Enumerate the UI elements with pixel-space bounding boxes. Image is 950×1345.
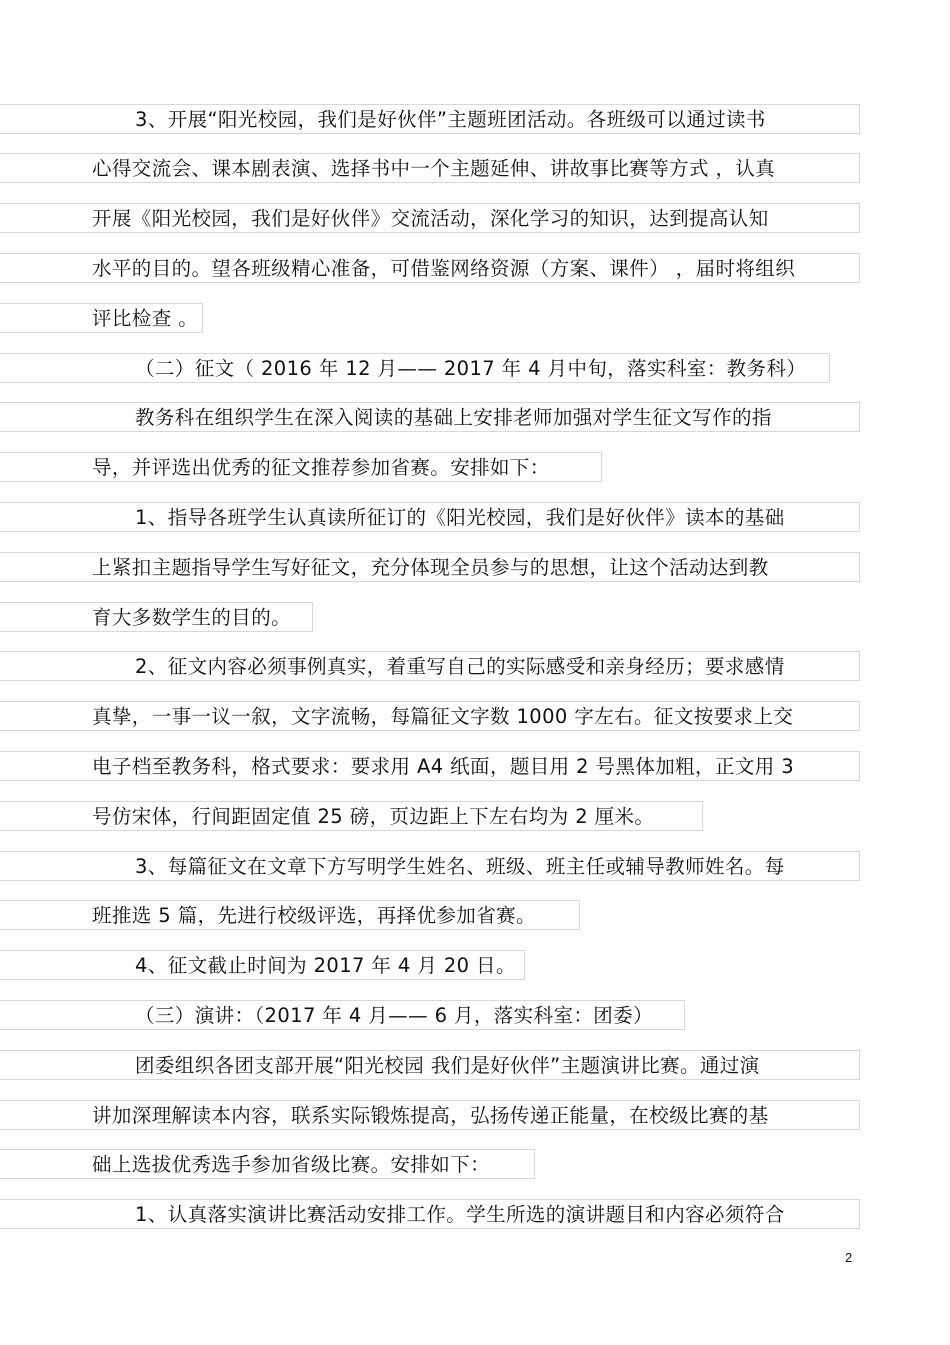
section-heading: （三）演讲：（2017 年 4 月—— 6 月，落实科室：团委） [0,1000,685,1030]
text-line: 班推选 5 篇，先进行校级评选，再择优参加省赛。 [0,900,580,930]
section-heading: （二）征文（ 2016 年 12 月—— 2017 年 4 月中旬，落实科室：教务科） [0,353,830,383]
text-line: 团委组织各团支部开展“阳光校园 我们是好伙伴”主题演讲比赛。通过演 [0,1050,860,1080]
text-line: 1、认真落实演讲比赛活动安排工作。学生所选的演讲题目和内容必须符合 [0,1199,860,1229]
text-line: 4、征文截止时间为 2017 年 4 月 20 日。 [0,950,525,980]
text-line: 电子档至教务科，格式要求：要求用 A4 纸面，题目用 2 号黑体加粗，正文用 3 [0,751,860,781]
text-line: 2、征文内容必须事例真实，着重写自己的实际感受和亲身经历；要求感情 [0,651,860,681]
text-line: 讲加深理解读本内容，联系实际锻炼提高，弘扬传递正能量，在校级比赛的基 [0,1100,860,1130]
text-line: 导，并评选出优秀的征文推荐参加省赛。安排如下： [0,452,602,482]
text-line: 上紧扣主题指导学生写好征文，充分体现全员参与的思想，让这个活动达到教 [0,552,860,582]
text-line: 3、每篇征文在文章下方写明学生姓名、班级、班主任或辅导教师姓名。每 [0,851,860,881]
text-line: 真挚，一事一议一叙，文字流畅，每篇征文字数 1000 字左右。征文按要求上交 [0,701,860,731]
text-line: 3、开展“阳光校园，我们是好伙伴”主题班团活动。各班级可以通过读书 [0,104,860,134]
text-line: 育大多数学生的目的。 [0,602,313,632]
text-line: 开展《阳光校园，我们是好伙伴》交流活动，深化学习的知识，达到提高认知 [0,203,860,233]
page-number: 2 [845,1250,853,1265]
text-line: 1、指导各班学生认真读所征订的《阳光校园，我们是好伙伴》读本的基础 [0,502,860,532]
text-line: 础上选拔优秀选手参加省级比赛。安排如下： [0,1149,535,1179]
text-line: 号仿宋体，行间距固定值 25 磅，页边距上下左右均为 2 厘米。 [0,801,703,831]
text-line: 水平的目的。望各班级精心准备，可借鉴网络资源（方案、课件） ，届时将组织 [0,253,860,283]
text-line: 心得交流会、课本剧表演、选择书中一个主题延伸、讲故事比赛等方式 ，认真 [0,153,860,183]
text-line: 评比检查 。 [0,303,203,333]
text-line: 教务科在组织学生在深入阅读的基础上安排老师加强对学生征文写作的指 [0,402,860,432]
